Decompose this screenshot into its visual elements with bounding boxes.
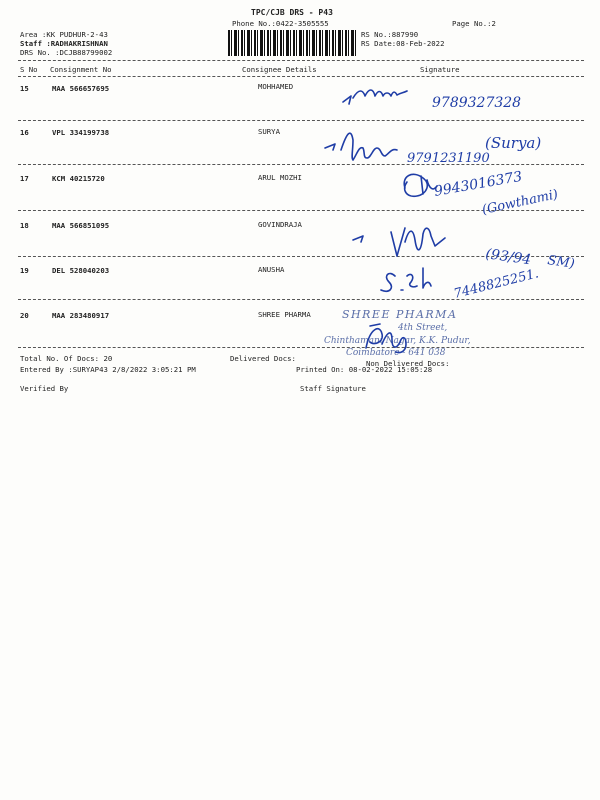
column-header-consignee: Consignee Details (242, 65, 317, 74)
area-label: Area :KK PUDHUR-2-43 (20, 30, 108, 39)
entered-by: Entered By :SURYAP43 2/8/2022 3:05:21 PM (20, 365, 196, 374)
row-sno: 19 (20, 266, 29, 275)
row-consignee: GOVINDRAJA (258, 220, 302, 229)
signature-phone: 7448825251. (452, 266, 541, 302)
column-header-signature: Signature (420, 65, 460, 74)
row-consignment: KCM 40215720 (52, 174, 105, 183)
row-sno: 16 (20, 128, 29, 137)
signature-row-19 (381, 266, 540, 302)
row-consignee: SHREE PHARMA (258, 310, 311, 319)
row-sno: 17 (20, 174, 29, 183)
signature-text: (93/94 (484, 246, 533, 269)
row-consignment: DEL 528040203 (52, 266, 110, 275)
signature-sm: SM) (546, 253, 576, 272)
signature-phone: 9943016373 (432, 168, 524, 200)
row-sno: 15 (20, 84, 29, 93)
non-delivered-docs: Non Delivered Docs: (366, 359, 450, 368)
signature-name: (Surya) (485, 134, 542, 152)
row-consignee: MOHHAMED (258, 82, 294, 91)
signature-phone: 9791231190 (407, 151, 490, 166)
barcode (228, 30, 356, 56)
drs-number: DRS No. :DCJB88799002 (20, 48, 113, 57)
document-title: TPC/CJB DRS - P43 (251, 8, 333, 17)
row-sno: 20 (20, 311, 29, 320)
stamp-line-2: 4th Street, (398, 323, 448, 333)
stamp-line-1: SHREE PHARMA (342, 308, 458, 321)
row-consignment: VPL 334199738 (52, 128, 110, 137)
signature-phone: 9789327328 (432, 95, 522, 111)
divider (18, 60, 584, 61)
staff-label: Staff :RADHAKRISHNAN (20, 39, 108, 48)
rs-date: RS Date:08-Feb-2022 (361, 39, 445, 48)
divider (18, 76, 584, 77)
row-consignment: MAA 566851095 (52, 221, 110, 230)
delivered-docs: Delivered Docs: (230, 354, 296, 363)
row-consignee: ARUL MOZHI (258, 173, 302, 182)
stamp-line-4: Coimbatore - 641 038 (346, 348, 446, 358)
signature-row-15 (343, 90, 521, 111)
printed-on: Printed On: 08-02-2022 15:05:28 (296, 365, 433, 374)
verified-by: Verified By (20, 384, 69, 393)
signature-row-18 (353, 228, 576, 272)
rs-number: RS No.:887990 (361, 30, 419, 39)
row-consignee: SURYA (258, 127, 280, 136)
signature-name: (Gowthami) (480, 187, 560, 218)
total-docs: Total No. Of Docs: 20 (20, 354, 113, 363)
row-consignment: MAA 283480917 (52, 311, 110, 320)
phone-number: Phone No.:0422-3505555 (232, 19, 329, 28)
signature-row-16 (325, 133, 541, 166)
column-header-sno: S No (20, 65, 38, 74)
stamp-line-3: Chinthamani Nagar, K.K. Pudur, (324, 336, 471, 346)
row-consignment: MAA 566657695 (52, 84, 110, 93)
page-number: Page No.:2 (452, 19, 496, 28)
signature-area (335, 80, 595, 312)
signature-row-17 (404, 169, 559, 218)
signature-row-20 (360, 318, 440, 362)
column-header-consignment: Consignment No (50, 65, 112, 74)
divider (18, 347, 584, 348)
row-consignee: ANUSHA (258, 265, 285, 274)
staff-signature: Staff Signature (300, 384, 366, 393)
row-sno: 18 (20, 221, 29, 230)
